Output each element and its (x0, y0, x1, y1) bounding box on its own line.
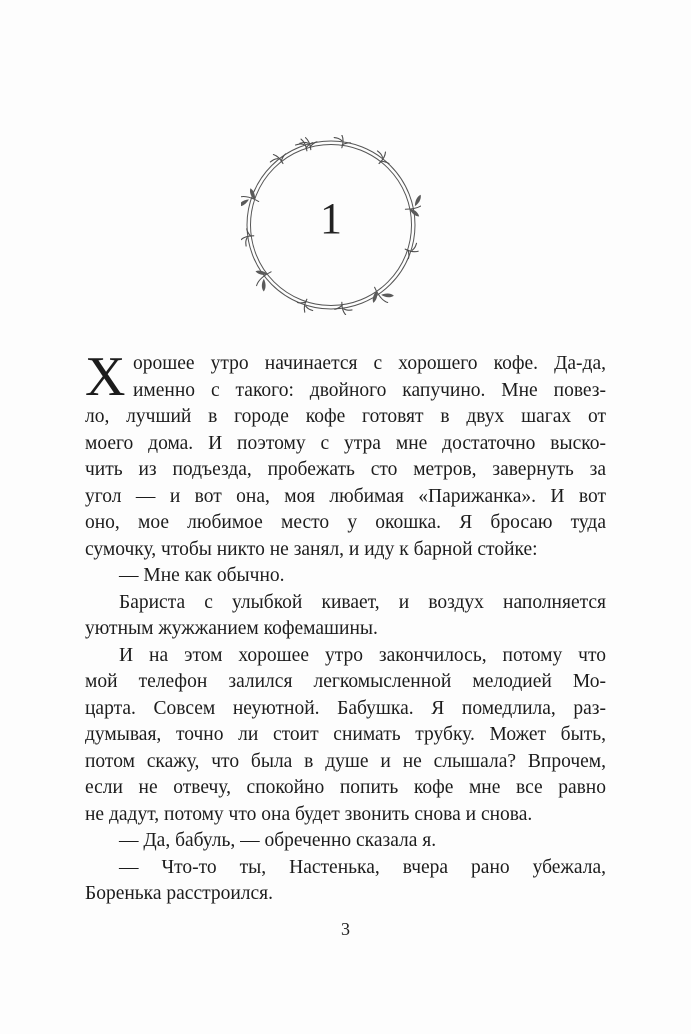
text-line: И на этом хорошее утро закончилось, потому что (119, 644, 606, 666)
text-line: — Мне как обычно. (119, 565, 285, 586)
text-line: орошее утро начинается с хорошего кофе. Да-да, (133, 353, 606, 374)
text-line: моего дома. И поэтому с утра мне достаточно выско- (85, 432, 606, 454)
text-line: Бариста с улыбкой кивает, и воздух наполняется (119, 591, 606, 613)
text-line: чить из подъезда, пробежать сто метров, завернуть за (85, 459, 606, 480)
text-line: Боренька расстроился. (85, 883, 274, 904)
text-line: если не отвечу, спокойно попить кофе мне все равно (85, 777, 606, 798)
text-block (85, 346, 606, 908)
text-line: потом скажу, что была в душе и не слышала? Впрочем, (85, 750, 606, 772)
paragraph (85, 643, 606, 829)
text-line: — Да, бабуль, — обреченно сказала я. (119, 830, 437, 851)
text-line: думывая, точно ли стоит снимать трубку. Может быть, (85, 724, 606, 745)
text-line: царта. Совсем неуютной. Бабушка. Я помедлила, раз- (85, 697, 606, 719)
paragraph (85, 590, 606, 643)
paragraph (85, 828, 606, 855)
chapter-number: 1 (320, 194, 342, 243)
text-line: сумочку, чтобы никто не занял, и иду к барной стойке: (85, 538, 538, 560)
text-line: мой телефон залился легкомысленной мелодией Мо- (85, 671, 606, 692)
paragraph (85, 855, 606, 908)
text-line: ло, лучший в городе кофе готовят в двух шагах от (85, 406, 606, 427)
page-number: 3 (341, 919, 350, 939)
text-line: не дадут, потому что она будет звонить снова и снова. (85, 803, 533, 825)
drop-cap: Х (85, 346, 126, 408)
text-line: — Что-то ты, Настенька, вчера рано убежала, (119, 856, 606, 878)
text-line: именно с такого: двойного капучино. Мне повез- (133, 379, 606, 401)
text-line: оно, мое любимое место у окошка. Я бросаю туда (85, 512, 606, 533)
paragraph (85, 563, 606, 590)
text-line: угол — и вот она, моя любимая «Парижанка». И вот (85, 485, 606, 507)
paragraph (85, 346, 606, 563)
text-line: уютным жужжанием кофемашины. (85, 618, 378, 639)
